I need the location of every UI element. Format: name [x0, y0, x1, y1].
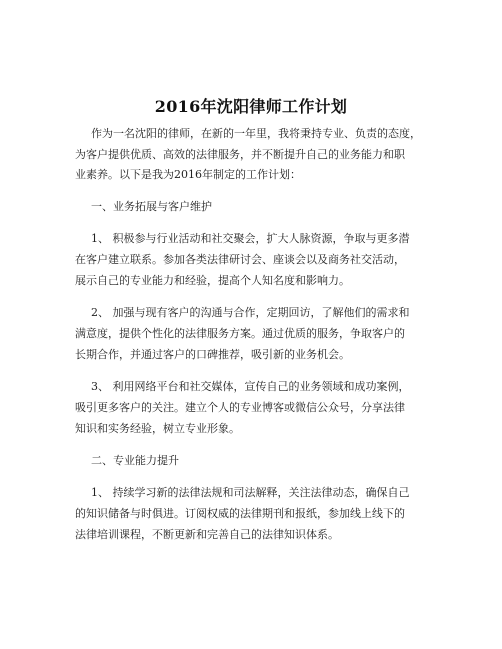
- item-1-line-1: 1、 积极参与行业活动和社交聚会，扩大人脉资源，争取与更多潜: [91, 232, 410, 245]
- document-title: 2016年沈阳律师工作计划: [154, 97, 348, 116]
- section-2-item-1-line-2: 的知识储备与时俱进。订阅权威的法律期刊和报纸，参加线上线下的: [75, 507, 405, 520]
- item-3-line-1: 3、 利用网络平台和社交媒体，宣传自己的业务领域和成功案例，: [91, 380, 410, 393]
- item-1-line-3: 展示自己的专业能力和经验，提高个人知名度和影响力。: [75, 274, 350, 287]
- section-heading-2: 二、专业能力提升: [91, 454, 179, 467]
- section-2-item-1-line-3: 法律培训课程，不断更新和完善自己的法律知识体系。: [75, 528, 339, 541]
- item-3-line-3: 知识和实务经验，树立专业形象。: [75, 422, 240, 435]
- item-1-line-2: 在客户建立联系。参加各类法律研讨会、座谈会以及商务社交活动，: [75, 253, 405, 266]
- item-2-line-1: 2、 加强与现有客户的沟通与合作，定期回访，了解他们的需求和: [91, 306, 410, 319]
- section-2-item-1-line-1: 1、 持续学习新的法律法规和司法解释，关注法律动态，确保自己: [91, 486, 410, 499]
- item-2-line-3: 长期合作，并通过客户的口碑推荐，吸引新的业务机会。: [75, 348, 350, 361]
- intro-line-1: 作为一名沈阳的律师，在新的一年里，我将秉持专业、负责的态度，: [91, 127, 421, 140]
- section-heading-1: 一、业务拓展与客户维护: [91, 200, 212, 213]
- item-3-line-2: 吸引更多客户的关注。建立个人的专业博客或微信公众号，分享法律: [75, 401, 405, 414]
- intro-line-2: 为客户提供优质、高效的法律服务，并不断提升自己的业务能力和职: [75, 148, 405, 161]
- item-2-line-2: 满意度，提供个性化的法律服务方案。通过优质的服务，争取客户的: [75, 327, 405, 340]
- intro-line-3: 业素养。以下是我为2016年制定的工作计划：: [75, 168, 301, 181]
